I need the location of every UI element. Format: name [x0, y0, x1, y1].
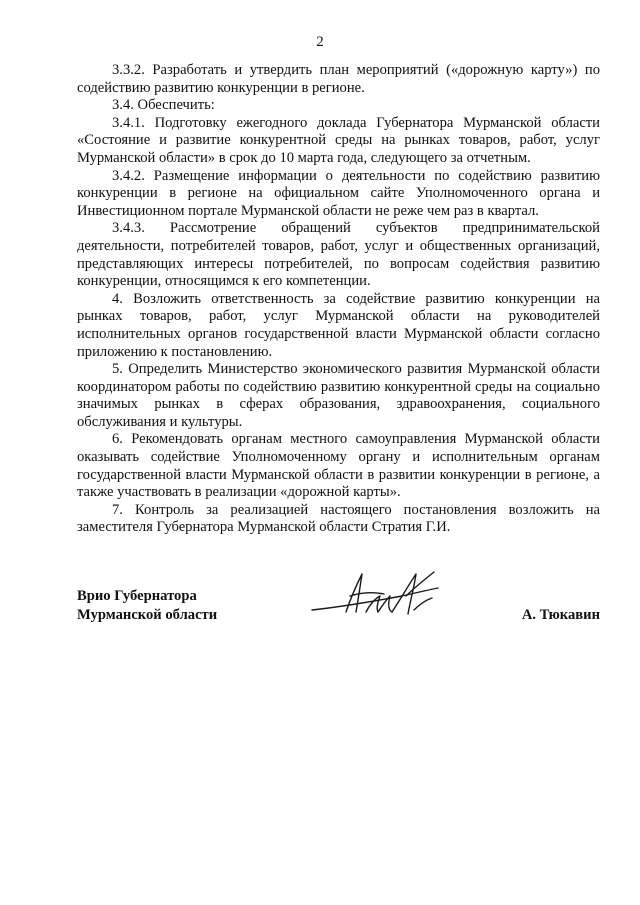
page-number: 2 — [316, 34, 324, 50]
paragraph-3-4-1: 3.4.1. Подготовку ежегодного доклада Губернатора Мурманской области «Состояние и развитие конкурентной среды на рынках товаров, работ, услуг Мурманской области» в срок до 10 марта года, следующего за отчетным. — [77, 114, 600, 166]
signatory-title — [77, 587, 217, 625]
handwritten-signature — [310, 566, 460, 626]
signatory-name: А. Тюкавин — [521, 607, 600, 623]
paragraph-3-4-2: 3.4.2. Размещение информации о деятельности по содействию развитию конкуренции в регионе на официальном сайте Уполномоченного органа и Инвестиционном портале Мурманской области не реже чем раз в квартал. — [77, 167, 600, 219]
document-body — [77, 62, 600, 537]
signatory-title-line2: Мурманской области — [77, 607, 218, 623]
paragraph-7: 7. Контроль за реализацией настоящего постановления возложить на заместителя Губернатора Мурманской области Стратия Г.И. — [77, 501, 600, 536]
paragraph-5: 5. Определить Министерство экономического развития Мурманской области координатором работы по содействию развитию конкурентной среды на социально значимых рынках в сферах образования, здравоохранения, социального обслуживания и культуры. — [77, 361, 600, 430]
paragraph-3-3-2: 3.3.2. Разработать и утвердить план мероприятий («дорожную карту») по содействию развитию конкуренции в регионе. — [77, 62, 600, 96]
signatory-title-line1: Врио Губернатора — [77, 588, 197, 604]
paragraph-4: 4. Возложить ответственность за содействие развитию конкуренции на рынках товаров, работ, услуг Мурманской области на руководителей исполнительных органов государственной власти Мурманской области согласно приложению к постановлению. — [77, 290, 600, 360]
paragraph-6: 6. Рекомендовать органам местного самоуправления Мурманской области оказывать содействие Уполномоченному органу и исполнительным органам государственной власти Мурманской области в развитии конкуренции в регионе, а также участвовать в реализации «дорожной карты». — [77, 431, 600, 501]
paragraph-3-4-3: 3.4.3. Рассмотрение обращений субъектов предпринимательской деятельности, потребителей товаров, работ, услуг и общественных организаций, представляющих интересы потребителей, по вопросам содействия развитию конкуренции, относящимся к его компетенции. — [77, 220, 600, 290]
paragraph-3-4: 3.4. Обеспечить: — [112, 97, 215, 114]
